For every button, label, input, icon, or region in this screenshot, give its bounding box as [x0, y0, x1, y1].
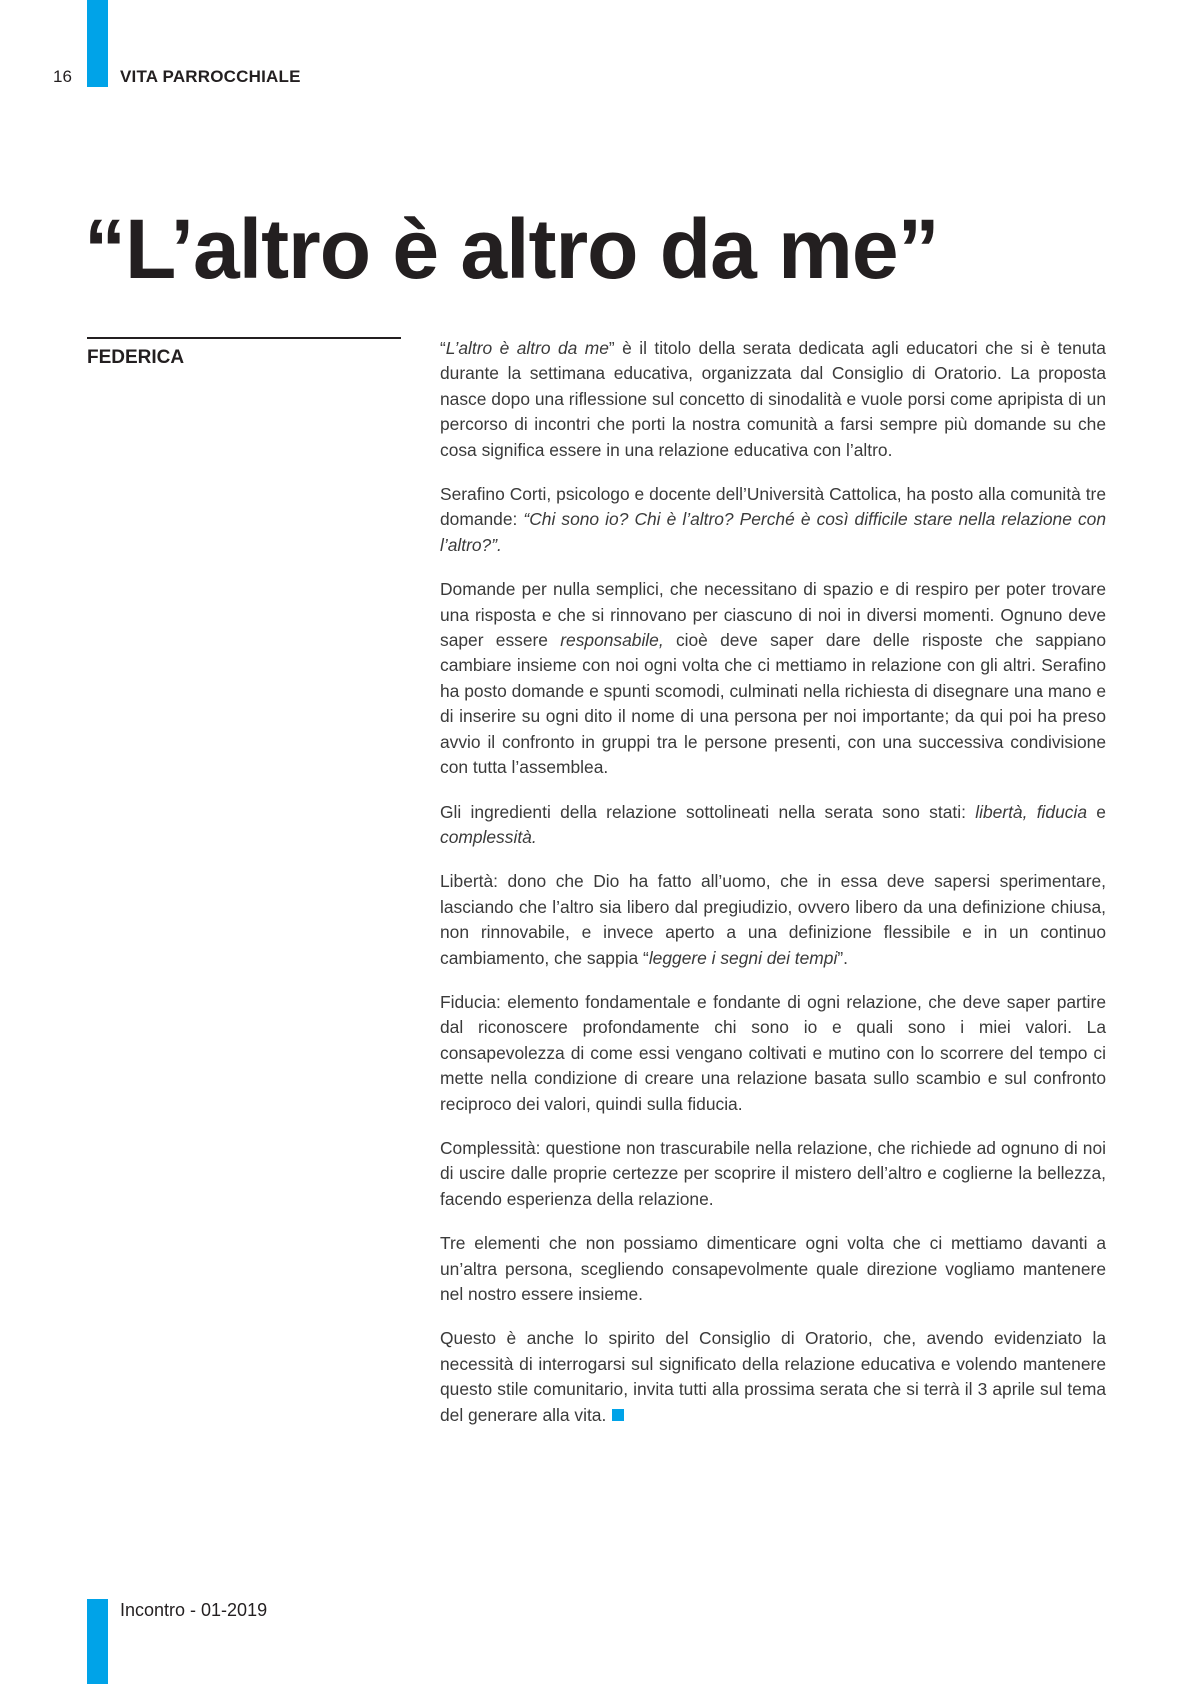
paragraph-3-text-b: cioè deve saper dare delle risposte che sappiano cambiare insieme con noi ogni volta che ci mettiamo in relazione con gli altri. Serafino ha posto domande e spunti scomodi, culminati nella richiesta di disegnare una mano e di inserire su ogni dito il nome di una persona per noi importante; da qui poi ha preso avvio il confronto in gruppi tra le persone presenti, con una successiva condivisione con tutta l’assemblea.: [440, 630, 1106, 778]
paragraph-3-text-a: Domande per nulla semplici, che necessitano di spazio e di respiro per poter trovare una risposta e che si rinnovano per ciascuno di noi in diversi momenti. Ognuno deve saper essere: [440, 579, 1106, 651]
paragraph-1: [440, 336, 1106, 463]
paragraph-9: [440, 1326, 1106, 1428]
open-quote: “: [440, 338, 446, 358]
end-mark-icon: [612, 1409, 624, 1421]
paragraph-4: [440, 800, 1106, 851]
title-reference: L’altro è altro da me: [445, 338, 609, 358]
paragraph-5-end: ”.: [837, 947, 848, 968]
paragraph-5-text: Libertà: dono che Dio ha fatto all’uomo, che in essa deve sapersi sperimentare, lasciando che l’altro sia libero dal pregiudizio, ovvero libero da una definizione chiusa, non rinnovabile, e invece aperto a una definizione flessibile e in un continuo cambiamento, che sappia “: [440, 871, 1106, 968]
ingredients-a: libertà, fiducia: [975, 801, 1087, 822]
paragraph-3: [440, 577, 1106, 780]
accent-bar-top: [87, 0, 108, 87]
signs-of-times-quote: leggere i segni dei tempi: [648, 947, 838, 968]
ingredients-b: complessità.: [440, 826, 537, 847]
paragraph-4-text: Gli ingredienti della relazione sottolineati nella serata sono stati:: [440, 801, 976, 822]
conjunction: e: [1087, 801, 1106, 822]
paragraph-2-text: Serafino Corti, psicologo e docente dell’Università Cattolica, ha posto alla comunità tre domande:: [440, 484, 1106, 530]
paragraph-2: [440, 482, 1106, 558]
paragraph-1-text: ” è il titolo della serata dedicata agli educatori che si è tenuta durante la settimana educativa, organizzata dal Consiglio di Oratorio. La proposta nasce dopo una riflessione sul concetto di sinodalità e vuole porsi come apripista di un percorso di incontri che porti la nostra comunità a farsi sempre più domande su che cosa significa essere in una relazione educativa con l’altro.: [440, 338, 1106, 460]
paragraph-9-text: Questo è anche lo spirito del Consiglio di Oratorio, che, avendo evidenziato la necessità di interrogarsi sul significato della relazione educativa e volendo mantenere questo stile comunitario, invita tutti alla prossima serata che si terrà il 3 aprile sul tema del generare alla vita.: [440, 1328, 1106, 1425]
author-rule: [87, 337, 401, 339]
footer-publication: Incontro - 01-2019: [120, 1600, 268, 1620]
article-title: “L’altro è altro da me”: [84, 202, 939, 296]
paragraph-6: Fiducia: elemento fondamentale e fondante di ogni relazione, che deve saper partire dal riconoscere profondamente chi sono io e quali sono i miei valori. La consapevolezza di come essi vengano coltivati e mutino con lo scorrere del tempo ci mette nella condizione di creare una relazione basata sullo scambio e sul confronto reciproco dei valori, quindi sulla fiducia.: [440, 991, 1106, 1114]
page-number: 16: [53, 67, 72, 86]
paragraph-7: Complessità: questione non trascurabile nella relazione, che richiede ad ognuno di noi di uscire dalle proprie certezze per scoprire il mistero dell’altro e coglierne la bellezza, facendo esperienza della relazione.: [440, 1137, 1106, 1209]
paragraph-8: Tre elementi che non possiamo dimenticare ogni volta che ci mettiamo davanti a un’altra persona, scegliendo consapevolmente quale direzione vogliamo mantenere nel nostro essere insieme.: [440, 1233, 1106, 1304]
questions-quote: “Chi sono io? Chi è l’altro? Perché è così difficile stare nella relazione con l’altro?”.: [440, 509, 1106, 555]
accent-bar-bottom: [87, 1599, 108, 1684]
paragraph-5: [440, 869, 1106, 971]
author-name: FEDERICA: [87, 347, 185, 368]
section-title: VITA PARROCCHIALE: [120, 67, 301, 86]
article-body: [440, 336, 1106, 1447]
responsabile-emphasis: responsabile,: [560, 630, 664, 651]
